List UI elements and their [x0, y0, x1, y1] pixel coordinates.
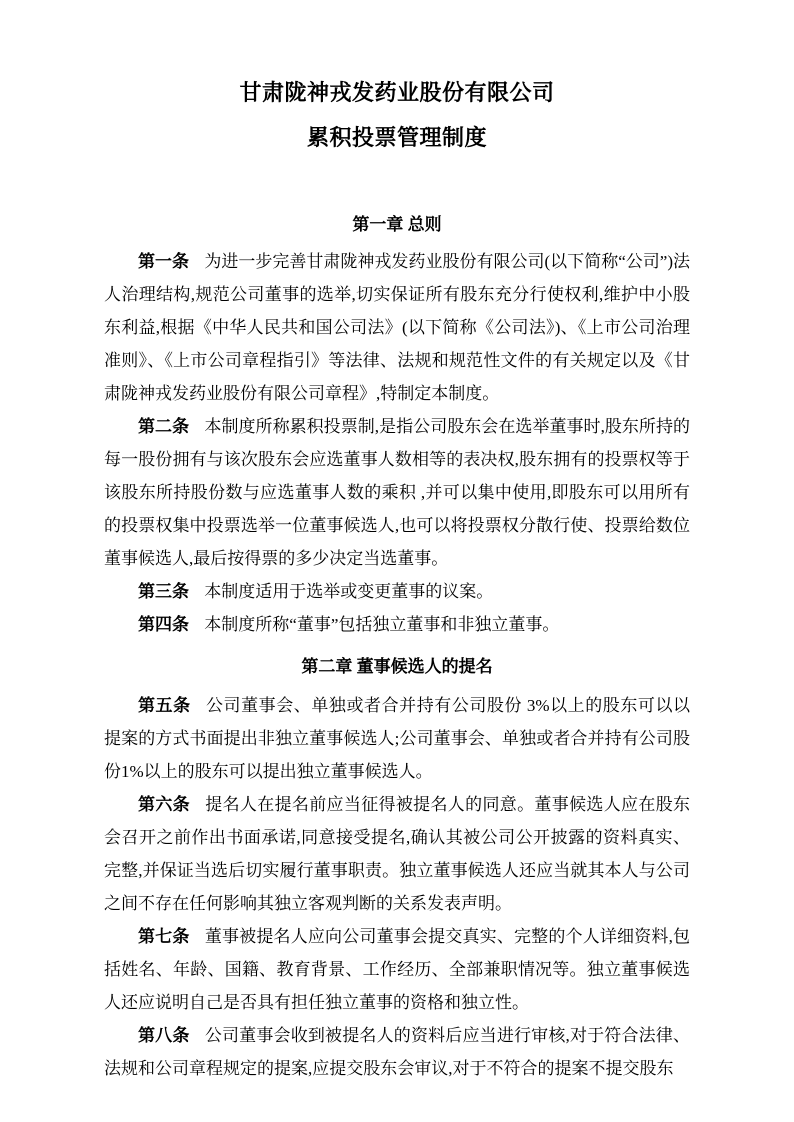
article-5-text: 公司董事会、单独或者合并持有公司股份 3%以上的股东可以以提案的方式书面提出非独立董事候选人;公司董事会、单独或者合并持有公司股份1%以上的股东可以提出独立董事候选人。 — [104, 695, 690, 781]
document-title: 甘肃陇神戎发药业股份有限公司 — [239, 80, 555, 105]
article-4-label: 第四条 — [138, 614, 189, 634]
chapter-1-heading: 第一章 总则 — [352, 214, 442, 234]
article-8-text: 公司董事会收到被提名人的资料后应当进行审核,对于符合法律、法规和公司章程规定的提案,应提交股东会审议,对于不符合的提案不提交股东 — [104, 1025, 691, 1078]
article-7 — [104, 920, 690, 1019]
article-2-label: 第二条 — [138, 416, 190, 436]
article-4 — [104, 608, 690, 641]
article-8-label: 第八条 — [138, 1025, 190, 1045]
article-5 — [104, 689, 690, 788]
article-2-text: 本制度所称累积投票制,是指公司股东会在选举董事时,股东所持的每一股份拥有与该次股东会应选董事人数相等的表决权,股东拥有的投票权等于该股东所持股份数与应选董事人数的乘积 ,并可以集中使用,即股东可以用所有的投票权集中投票选举一位董事候选人,也可以将投票权分散行使、投票给数位董事候选人,最后按得票的多少决定当选董事。 — [104, 416, 691, 568]
article-7-text: 董事被提名人应向公司董事会提交真实、完整的个人详细资料,包括姓名、年龄、国籍、教育背景、工作经历、全部兼职情况等。独立董事候选人还应说明自己是否具有担任独立董事的资格和独立性。 — [104, 926, 691, 1012]
article-1 — [104, 245, 690, 410]
article-3-label: 第三条 — [138, 581, 189, 601]
article-1-text: 为进一步完善甘肃陇神戎发药业股份有限公司(以下简称“公司”)法人治理结构,规范公司董事的选举,切实保证所有股东充分行使权利,维护中小股东利益,根据《中华人民共和国公司法》(以下简称《公司法》)、《上市公司治理准则》、《上市公司章程指引》等法律、法规和规范性文件的有关规定以及《甘肃陇神戎发药业股份有限公司章程》,特制定本制度。 — [104, 251, 690, 403]
article-2 — [104, 410, 690, 575]
article-7-label: 第七条 — [138, 926, 190, 946]
article-6 — [104, 788, 690, 920]
chapter-2-heading: 第二章 董事候选人的提名 — [301, 656, 493, 676]
article-3 — [104, 575, 690, 608]
article-8 — [104, 1019, 690, 1085]
article-1-label: 第一条 — [138, 251, 190, 271]
article-5-label: 第五条 — [138, 695, 191, 715]
article-6-label: 第六条 — [138, 794, 190, 814]
document-subtitle: 累积投票管理制度 — [306, 125, 487, 151]
article-6-text: 提名人在提名前应当征得被提名人的同意。董事候选人应在股东会召开之前作出书面承诺,同意接受提名,确认其被公司公开披露的资料真实、完整,并保证当选后切实履行董事职责。独立董事候选人还应当就其本人与公司之间不存在任何影响其独立客观判断的关系发表声明。 — [104, 794, 691, 913]
article-3-text: 本制度适用于选举或变更董事的议案。 — [204, 581, 494, 601]
article-4-text: 本制度所称“董事”包括独立董事和非独立董事。 — [204, 614, 560, 634]
